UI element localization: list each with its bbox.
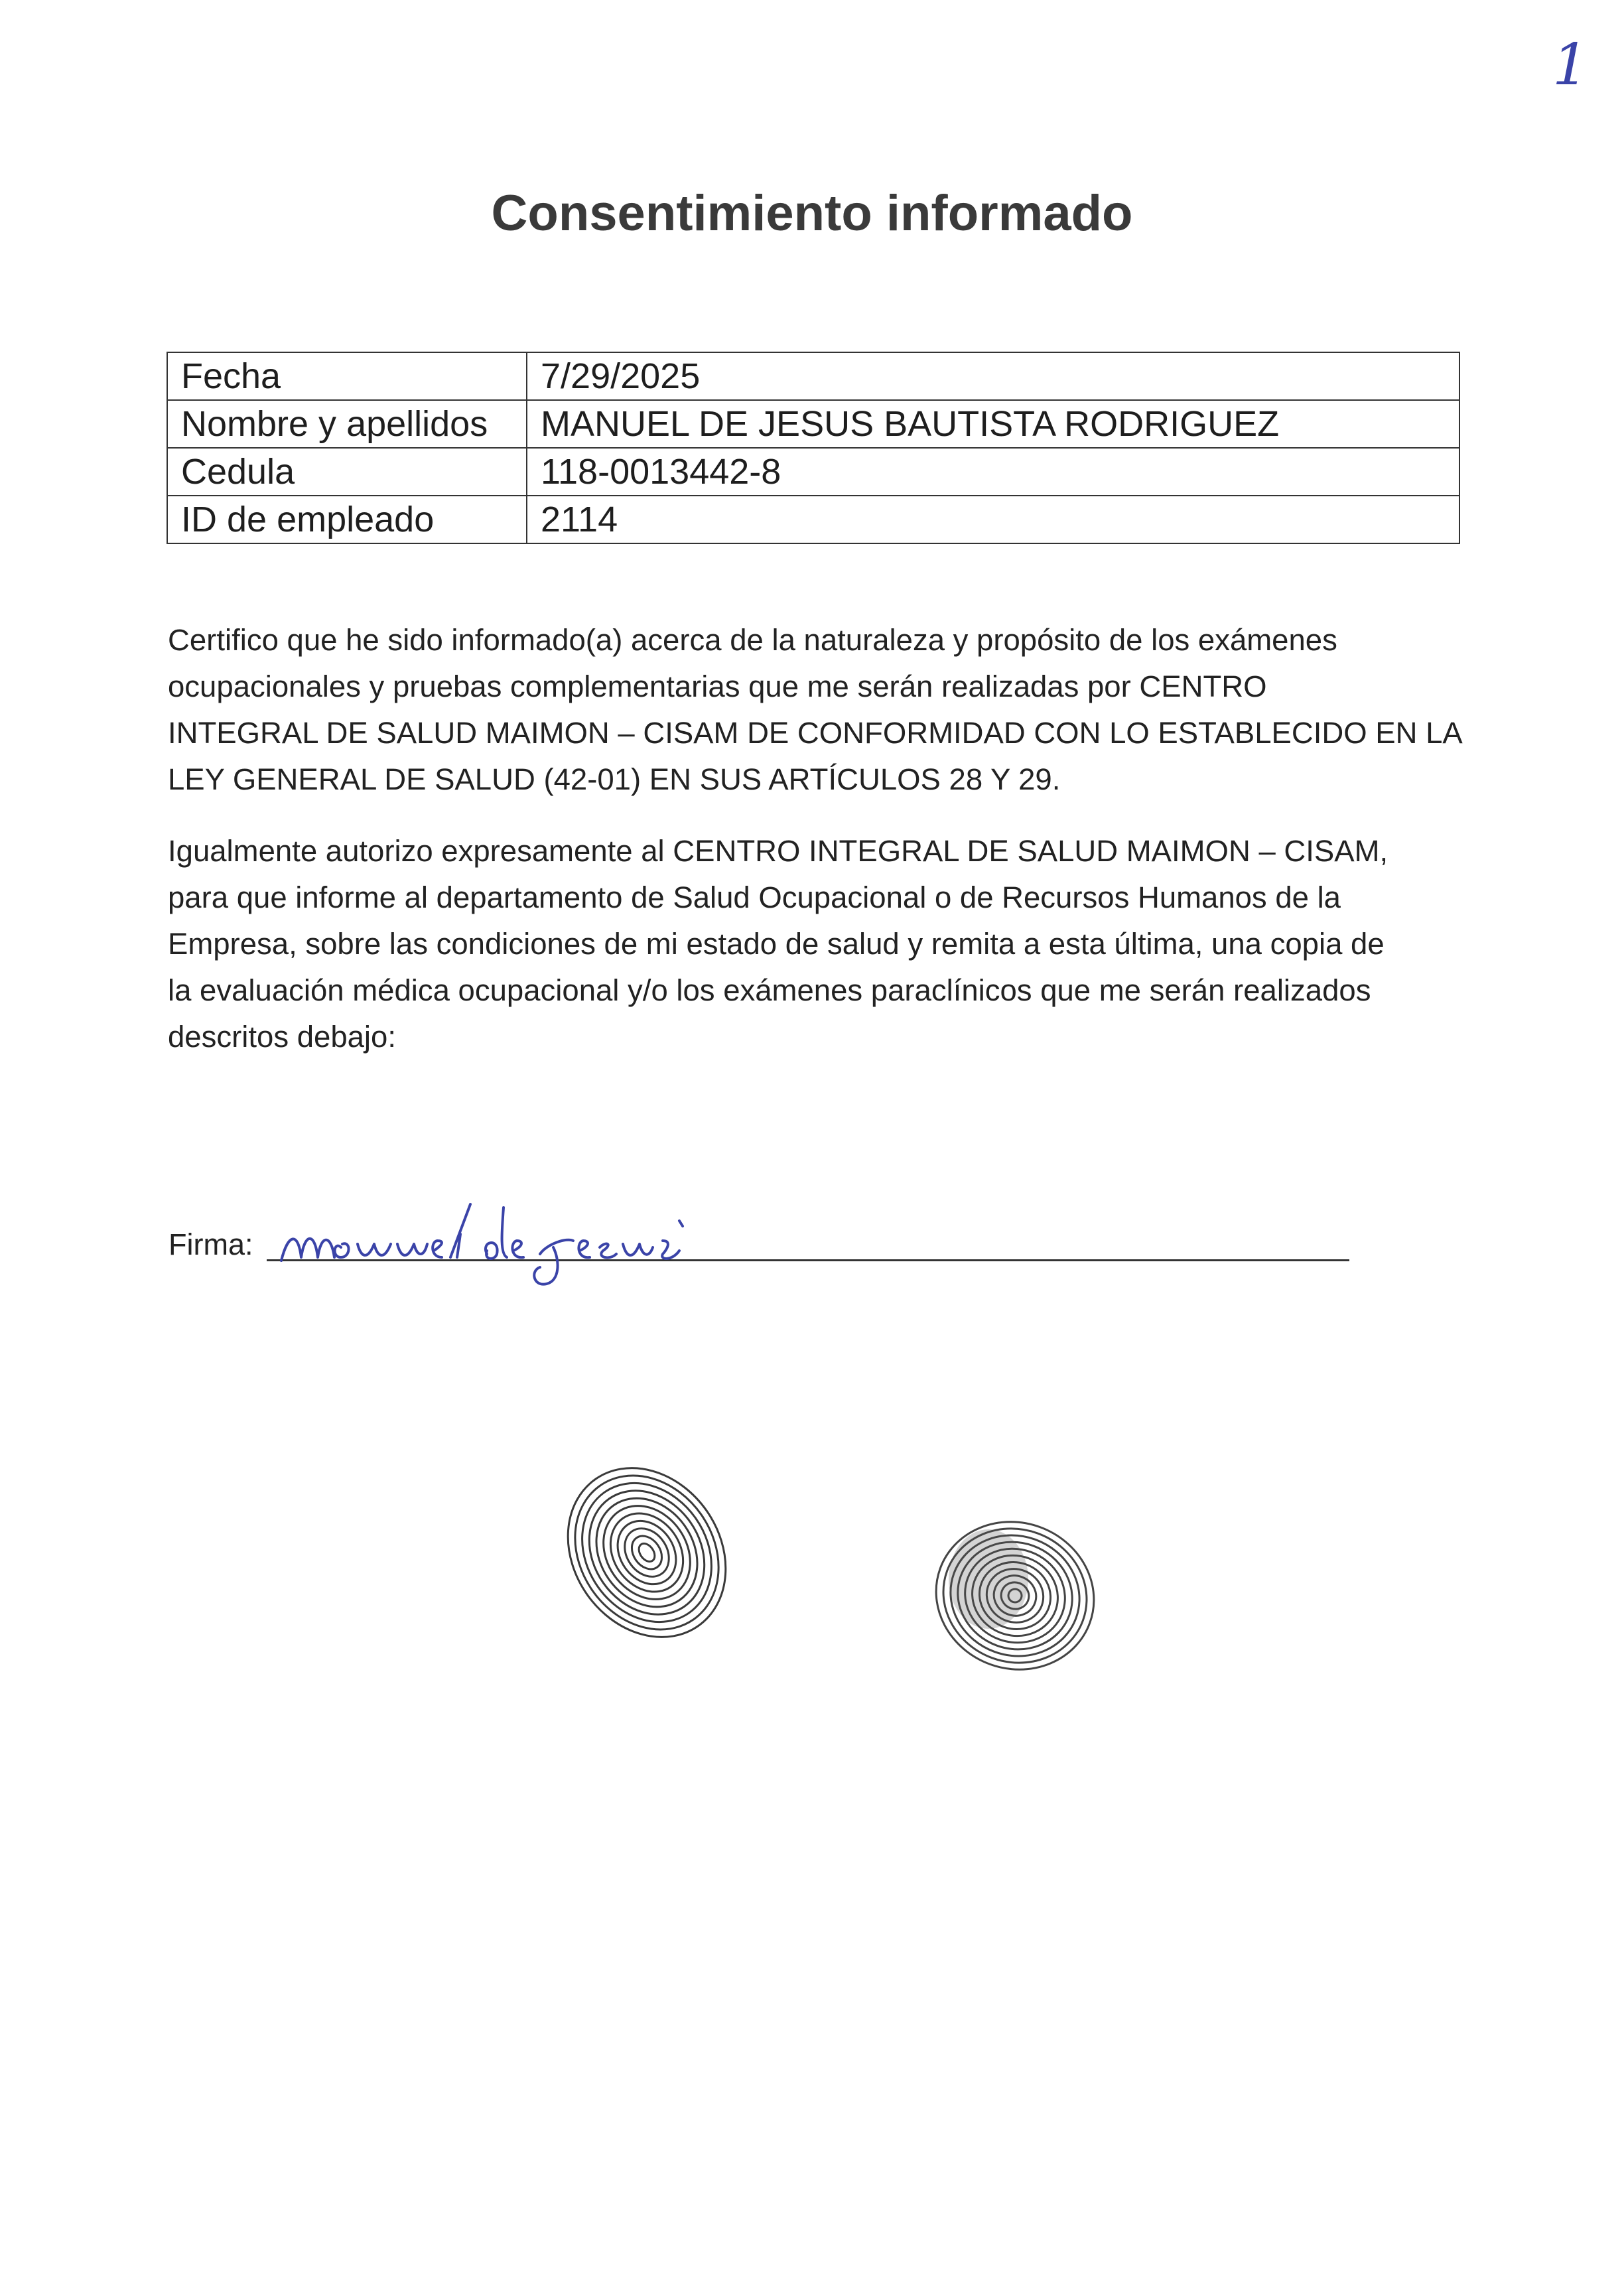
authorization-paragraph xyxy=(168,828,1468,1060)
paragraph-line: INTEGRAL DE SALUD MAIMON – CISAM DE CONFORMIDAD CON LO ESTABLECIDO EN LA xyxy=(168,716,1463,750)
paragraph-line: para que informe al departamento de Salud Ocupacional o de Recursos Humanos de la xyxy=(168,880,1341,914)
document-title: Consentimiento informado xyxy=(491,185,1133,242)
paragraph-line: descritos debajo: xyxy=(168,1020,396,1054)
table-row xyxy=(167,400,1459,448)
cedula-label: Cedula xyxy=(167,448,527,496)
fecha-label: Fecha xyxy=(167,352,527,400)
fingerprint-left xyxy=(551,1453,743,1652)
signature-label: Firma: xyxy=(169,1227,253,1261)
fingerprint-right xyxy=(909,1499,1121,1692)
info-table xyxy=(167,352,1460,544)
table-row xyxy=(167,496,1459,543)
paragraph-line: la evaluación médica ocupacional y/o los exámenes paraclínicos que me serán realizados xyxy=(168,973,1371,1007)
table-row xyxy=(167,352,1459,400)
paragraph-line: Empresa, sobre las condiciones de mi estado de salud y remita a esta última, una copia de xyxy=(168,927,1385,961)
page-number: 1 xyxy=(1552,32,1589,98)
paragraph-line: Certifico que he sido informado(a) acerca de la naturaleza y propósito de los exámenes xyxy=(168,623,1337,657)
handwritten-signature xyxy=(268,1194,746,1294)
paragraph-line: Igualmente autorizo expresamente al CENTRO INTEGRAL DE SALUD MAIMON – CISAM, xyxy=(168,834,1388,868)
cedula-value: 118-0013442-8 xyxy=(527,448,1459,496)
paragraph-line: ocupacionales y pruebas complementarias que me serán realizadas por CENTRO xyxy=(168,669,1267,703)
table-row xyxy=(167,448,1459,496)
paragraph-line: LEY GENERAL DE SALUD (42-01) EN SUS ARTÍCULOS 28 Y 29. xyxy=(168,762,1061,796)
id-empleado-value: 2114 xyxy=(527,496,1459,543)
nombre-value: MANUEL DE JESUS BAUTISTA RODRIGUEZ xyxy=(527,400,1459,448)
certification-paragraph xyxy=(168,617,1468,803)
fecha-value: 7/29/2025 xyxy=(527,352,1459,400)
signature-block xyxy=(169,1194,1203,1274)
id-empleado-label: ID de empleado xyxy=(167,496,527,543)
nombre-label: Nombre y apellidos xyxy=(167,400,527,448)
